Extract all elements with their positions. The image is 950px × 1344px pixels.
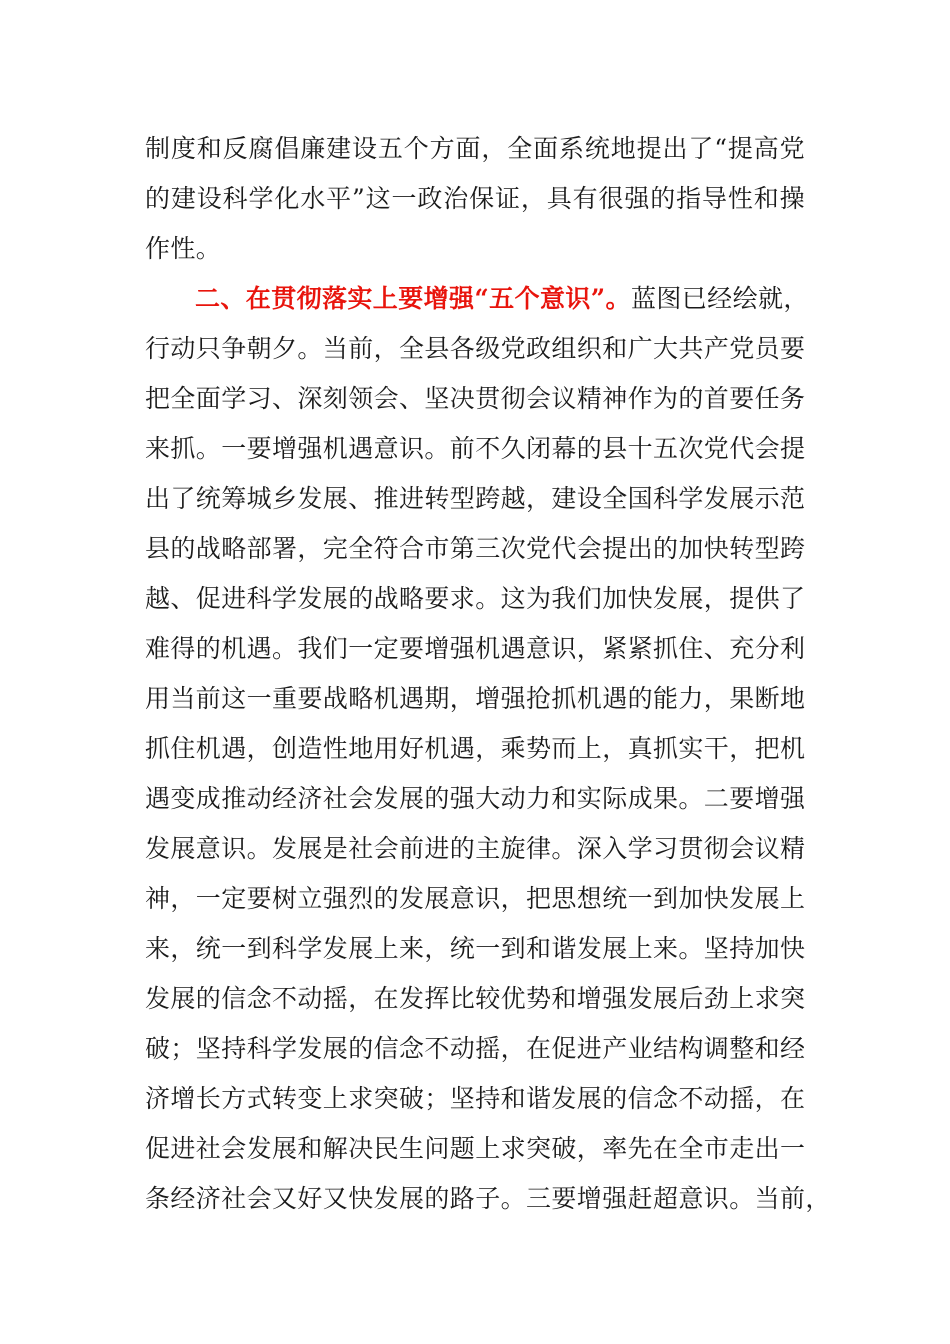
text-line: 济增长方式转变上求突破；坚持和谐发展的信念不动摇，在 [145, 1084, 806, 1113]
text-line: 越、促进科学发展的战略要求。这为我们加快发展，提供了 [145, 584, 806, 613]
text-line: 的建设科学化水平”这一政治保证，具有很强的指导性和操 [145, 184, 805, 213]
text-segment: 蓝图已经绘就， [630, 284, 809, 313]
section-heading: 二、在贯彻落实上要增强“五个意识”。 [195, 284, 631, 313]
text-line: 神，一定要树立强烈的发展意识，把思想统一到加快发展上 [145, 884, 806, 913]
text-line: 出了统筹城乡发展、推进转型跨越，建设全国科学发展示范 [145, 484, 806, 513]
text-line: 县的战略部署，完全符合市第三次党代会提出的加快转型跨 [145, 534, 806, 563]
text-line: 遇变成推动经济社会发展的强大动力和实际成果。二要增强 [145, 784, 806, 813]
paragraph-first-line [195, 274, 809, 324]
text-line: 发展意识。发展是社会前进的主旋律。深入学习贯彻会议精 [145, 834, 806, 863]
text-line: 抓住机遇，创造性地用好机遇，乘势而上，真抓实干，把机 [145, 734, 806, 763]
text-line: 制度和反腐倡廉建设五个方面，全面系统地提出了“提高党 [145, 134, 805, 163]
text-line: 来，统一到科学发展上来，统一到和谐发展上来。坚持加快 [145, 934, 806, 963]
text-line: 发展的信念不动摇，在发挥比较优势和增强发展后劲上求突 [145, 984, 806, 1013]
text-line: 用当前这一重要战略机遇期，增强抢抓机遇的能力，果断地 [145, 684, 806, 713]
text-line: 难得的机遇。我们一定要增强机遇意识，紧紧抓住、充分利 [145, 634, 806, 663]
text-line: 促进社会发展和解决民生问题上求突破，率先在全市走出一 [145, 1134, 806, 1163]
text-line: 破；坚持科学发展的信念不动摇，在促进产业结构调整和经 [145, 1034, 806, 1063]
text-line: 来抓。一要增强机遇意识。前不久闭幕的县十五次党代会提 [145, 434, 806, 463]
text-line: 条经济社会又好又快发展的路子。三要增强赶超意识。当前， [145, 1184, 831, 1213]
text-line: 把全面学习、深刻领会、坚决贯彻会议精神作为的首要任务 [145, 384, 806, 413]
text-line: 行动只争朝夕。当前，全县各级党政组织和广大共产党员要 [145, 334, 806, 363]
text-line: 作性。 [145, 234, 222, 263]
